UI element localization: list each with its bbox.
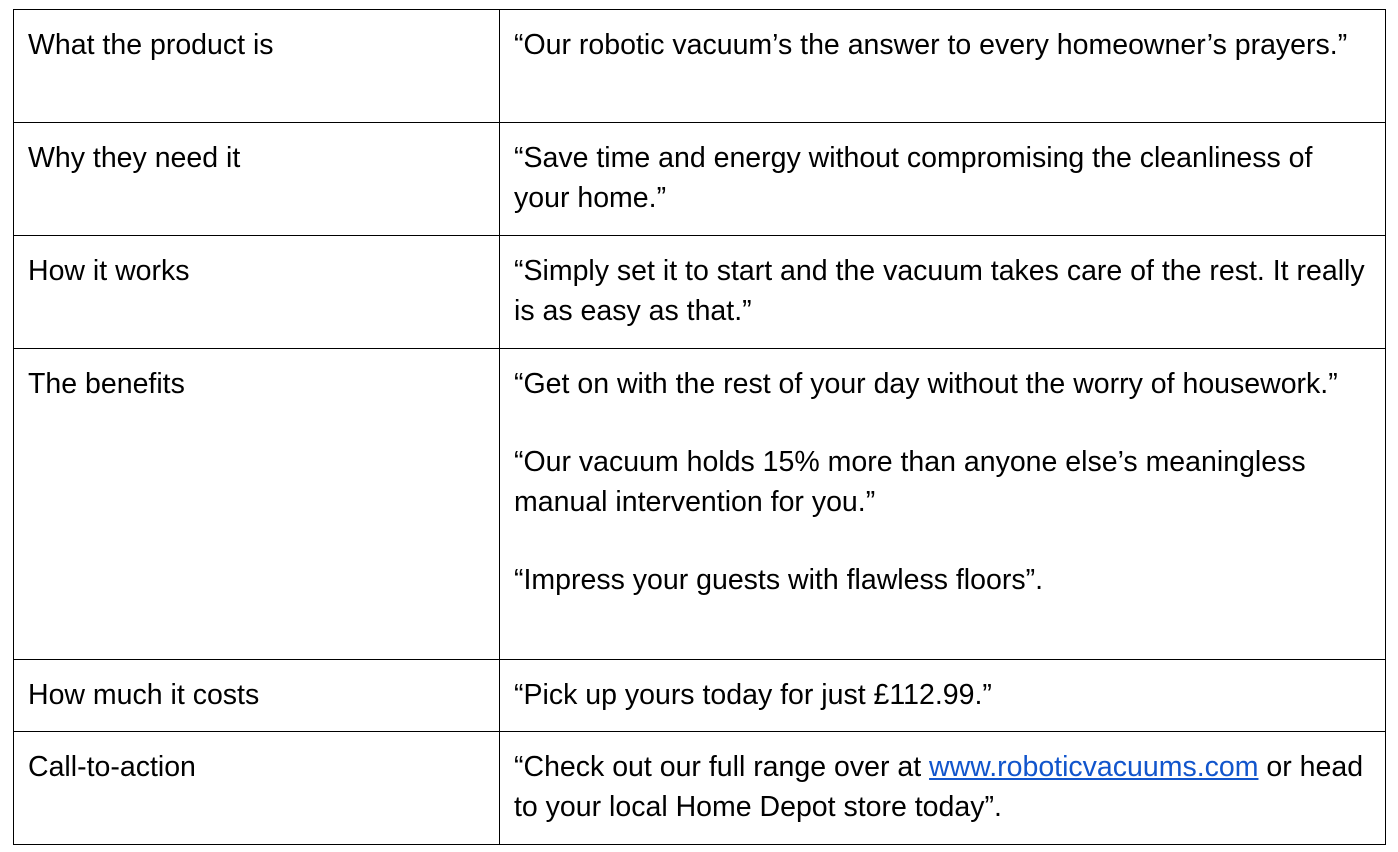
website-link[interactable]: www.roboticvacuums.com bbox=[929, 751, 1259, 783]
table-row-what-product-is bbox=[14, 10, 1386, 123]
copy-paragraph: “Save time and energy without compromising the cleanliness of your home.” bbox=[514, 142, 1313, 214]
cta-text-before: “Check out our full range over at bbox=[514, 751, 930, 783]
table-row-why-need-it bbox=[14, 123, 1386, 236]
row-copy bbox=[500, 660, 1386, 732]
table-row-how-it-works bbox=[14, 236, 1386, 349]
row-label: The benefits bbox=[14, 349, 500, 660]
row-copy bbox=[500, 732, 1386, 845]
table-row-cost bbox=[14, 660, 1386, 732]
copy-paragraph: “Pick up yours today for just £112.99.” bbox=[514, 679, 992, 711]
row-label: What the product is bbox=[14, 10, 500, 123]
copy-paragraph bbox=[514, 747, 1371, 827]
row-label: How it works bbox=[14, 236, 500, 349]
table-row-call-to-action bbox=[14, 732, 1386, 845]
cta-text-after: or head to your local Home Depot store today”. bbox=[514, 751, 1364, 823]
row-copy bbox=[500, 349, 1386, 660]
row-label: Call-to-action bbox=[14, 732, 500, 845]
row-label: How much it costs bbox=[14, 660, 500, 732]
copy-paragraph: “Get on with the rest of your day without the worry of housework.” bbox=[514, 368, 1338, 400]
row-copy bbox=[500, 236, 1386, 349]
copy-paragraph: “Our robotic vacuum’s the answer to every homeowner’s prayers.” bbox=[514, 29, 1348, 61]
row-label: Why they need it bbox=[14, 123, 500, 236]
copy-paragraph: “Our vacuum holds 15% more than anyone else’s meaningless manual intervention for you.” bbox=[514, 446, 1306, 518]
copy-outline-table bbox=[13, 9, 1386, 845]
table-row-benefits bbox=[14, 349, 1386, 660]
copy-paragraph: “Impress your guests with flawless floors”. bbox=[514, 564, 1043, 596]
row-copy bbox=[500, 10, 1386, 123]
row-copy bbox=[500, 123, 1386, 236]
copy-paragraph: “Simply set it to start and the vacuum takes care of the rest. It really is as easy as that.” bbox=[514, 255, 1365, 327]
